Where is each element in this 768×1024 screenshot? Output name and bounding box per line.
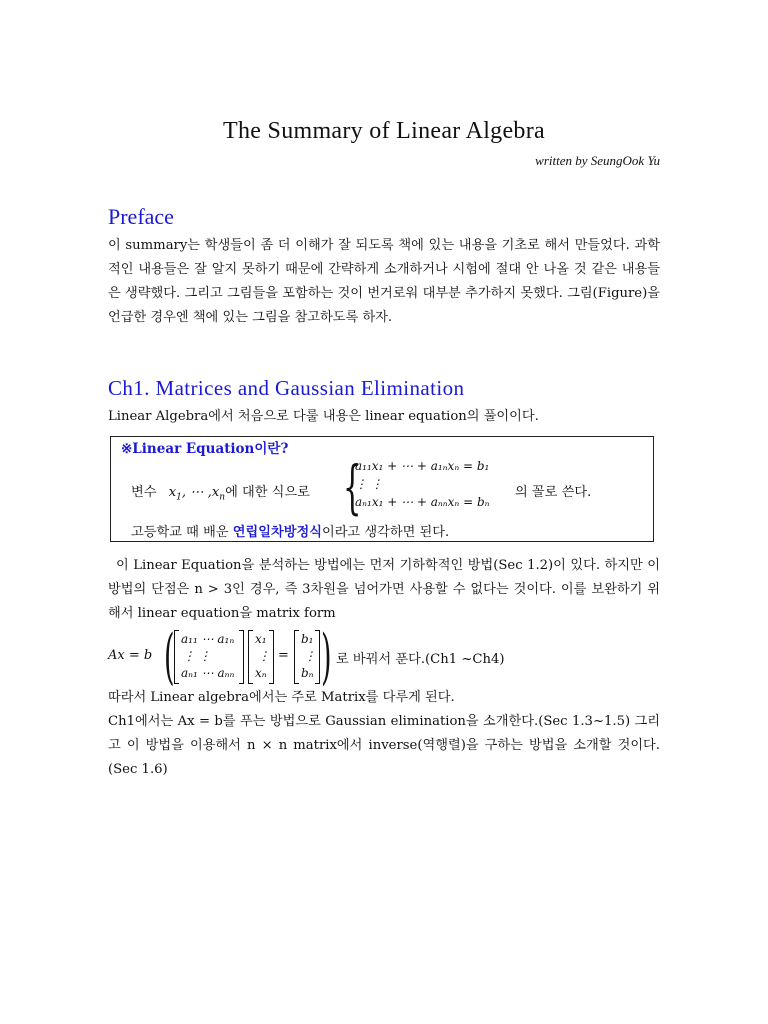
var-xn: [211, 485, 226, 503]
var-ellipsis: , ⋯ ,: [181, 485, 212, 500]
var-xn-base: x: [211, 485, 220, 500]
matrix-a: [174, 630, 244, 684]
line1-suffix: 에 대한 식으로: [225, 485, 310, 500]
matrix-equation: [108, 622, 660, 692]
line1-end: 의 꼴로 쓴다.: [515, 485, 592, 500]
matrix-x-row-2: ⋮: [258, 649, 270, 663]
matrix-x-row-1: x₁: [255, 632, 267, 646]
matrix-eq-lhs: Ax = b: [108, 648, 153, 663]
matrix-a-row-3: aₙ₁ ⋯ aₙₙ: [181, 666, 235, 680]
system-row-3: aₙ₁x₁ + ⋯ + aₙₙxₙ = bₙ: [355, 495, 490, 509]
line2-prefix: 고등학교 때 배운: [131, 525, 229, 540]
matrix-b-row-1: b₁: [301, 632, 314, 646]
system-row-1: a₁₁x₁ + ⋯ + a₁ₙxₙ = b₁: [355, 459, 490, 473]
ch1-para-2: 이 Linear Equation을 분석하는 방법에는 먼저 기하학적인 방법(Sec 1.2)이 있다. 하지만 이 방법의 단점은 n > 3인 경우, 즉 3차원을 넘어가면 사용할 수 없다는 것이다. 이를 보완하기 위해서 linear equation을 matrix form: [108, 558, 660, 621]
definition-line-2: [131, 521, 449, 540]
definition-box-title: ※Linear Equation이란?: [121, 441, 289, 457]
line2-highlight: 연립일차방정식: [232, 525, 322, 540]
definition-line-1: [131, 481, 310, 503]
ch1-heading: Ch1. Matrices and Gaussian Elimination: [108, 376, 465, 400]
preface-text: 이 summary는 학생들이 좀 더 이해가 잘 되도록 책에 있는 내용을 기초로 해서 만들었다. 과학적인 내용들은 잘 알지 못하기 때문에 간략하게 소개하거나 시험에 절대 안 나올 것 같은 내용들은 생략했다. 그리고 그림들을 포함하는 것이 번거로워 대부분 추가하지 못했다. 그림(Figure)을 언급한 경우엔 책에 있는 그림을 참고하도록 하자.: [108, 238, 660, 325]
matrix-eq-suffix: 로 바꿔서 푼다.(Ch1 ~Ch4): [336, 652, 505, 667]
var-x1: [168, 485, 182, 503]
matrix-a-row-2: ⋮ ⋮: [183, 649, 211, 663]
linear-system: [343, 453, 513, 521]
system-row-2: ⋮ ⋮: [355, 477, 383, 491]
matrix-b-row-3: bₙ: [301, 666, 314, 680]
line2-suffix: 이라고 생각하면 된다.: [321, 525, 450, 540]
var-x1-base: x: [168, 485, 177, 500]
document-author: written by SeungOok Yu: [535, 153, 660, 168]
matrix-equals: =: [278, 648, 289, 663]
matrix-x: [248, 630, 274, 684]
var-x1-sub: 1: [176, 492, 182, 503]
var-xn-sub: n: [219, 492, 226, 503]
open-paren: (: [164, 622, 175, 692]
preface-heading: Preface: [108, 204, 174, 229]
matrix-a-row-1: a₁₁ ⋯ a₁ₙ: [181, 632, 235, 646]
definition-box: [110, 436, 654, 542]
line1-prefix: 변수: [131, 485, 157, 500]
ch1-para-4: Ch1에서는 Ax = b를 푸는 방법으로 Gaussian elimination을 소개한다.(Sec 1.3~1.5) 그리고 이 방법을 이용해서 n × n matrix에서 inverse(역행렬)을 구하는 방법을 소개할 것이다.(Sec 1.6): [108, 714, 660, 777]
close-paren: ): [321, 622, 332, 692]
ch1-intro: Linear Algebra에서 처음으로 다룰 내용은 linear equation의 풀이이다.: [108, 409, 539, 424]
system-brace: {: [343, 453, 362, 521]
document-title: The Summary of Linear Algebra: [223, 118, 545, 144]
matrix-x-row-3: xₙ: [255, 666, 267, 680]
matrix-b: [294, 630, 320, 684]
matrix-b-row-2: ⋮: [304, 649, 316, 663]
ch1-para-3: 따라서 Linear algebra에서는 주로 Matrix를 다루게 된다.: [108, 690, 455, 705]
